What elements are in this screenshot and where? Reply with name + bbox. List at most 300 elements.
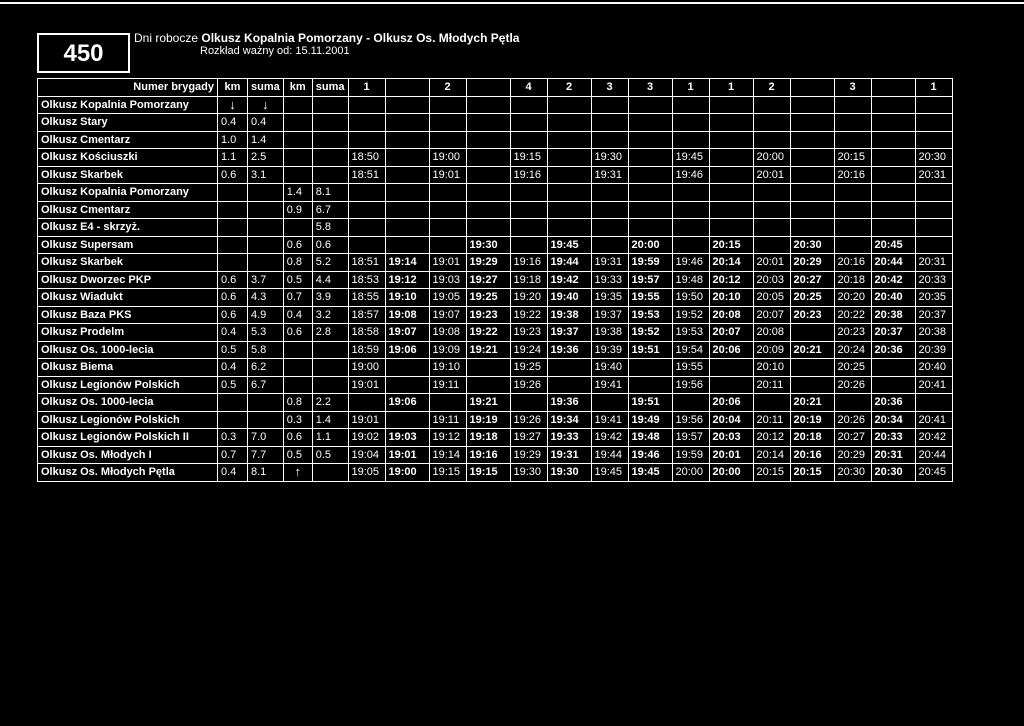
- distance-km1: [218, 411, 248, 429]
- departure-time: 20:45: [915, 464, 952, 482]
- distance-sum1: 0.4: [248, 114, 284, 132]
- departure-time: 19:36: [547, 394, 591, 412]
- distance-sum1: [248, 219, 284, 237]
- departure-time: 19:01: [348, 411, 385, 429]
- departure-time: 19:38: [547, 306, 591, 324]
- departure-time: [915, 184, 952, 202]
- departure-time: [429, 114, 466, 132]
- distance-km2: 0.4: [283, 306, 312, 324]
- departure-time: 19:27: [510, 429, 547, 447]
- departure-time: 18:59: [348, 341, 385, 359]
- header-row: [38, 79, 953, 97]
- distance-sum2: 0.5: [312, 446, 348, 464]
- header-brigade: [790, 79, 834, 97]
- departure-time: [466, 376, 510, 394]
- table-row: [38, 201, 953, 219]
- table-row: [38, 394, 953, 412]
- departure-time: [753, 201, 790, 219]
- header-brigade: 1: [348, 79, 385, 97]
- departure-time: 20:12: [753, 429, 790, 447]
- distance-sum2: 1.1: [312, 429, 348, 447]
- distance-sum1: [248, 184, 284, 202]
- departure-time: [348, 184, 385, 202]
- departure-time: 18:57: [348, 306, 385, 324]
- departure-time: 20:06: [709, 394, 753, 412]
- departure-time: [871, 376, 915, 394]
- stop-name: Olkusz Biema: [38, 359, 218, 377]
- header-brigade: [871, 79, 915, 97]
- departure-time: [871, 131, 915, 149]
- table-row: [38, 429, 953, 447]
- departure-time: 20:36: [871, 341, 915, 359]
- distance-km1: [218, 219, 248, 237]
- departure-time: 19:46: [628, 446, 672, 464]
- departure-time: [672, 236, 709, 254]
- departure-time: [834, 236, 871, 254]
- departure-time: 19:35: [591, 289, 628, 307]
- departure-time: 19:44: [591, 446, 628, 464]
- stop-name: Olkusz Kopalnia Pomorzany: [38, 96, 218, 114]
- departure-time: 20:29: [834, 446, 871, 464]
- departure-time: 20:15: [709, 236, 753, 254]
- distance-km2: [283, 359, 312, 377]
- departure-time: 20:45: [871, 236, 915, 254]
- table-row: [38, 376, 953, 394]
- departure-time: 19:19: [466, 411, 510, 429]
- departure-time: [834, 131, 871, 149]
- departure-time: 18:51: [348, 254, 385, 272]
- distance-km1: 0.3: [218, 429, 248, 447]
- departure-time: 19:24: [510, 341, 547, 359]
- departure-time: 20:41: [915, 411, 952, 429]
- departure-time: 20:15: [834, 149, 871, 167]
- distance-sum2: 5.2: [312, 254, 348, 272]
- stop-name: Olkusz Baza PKS: [38, 306, 218, 324]
- departure-time: 20:05: [753, 289, 790, 307]
- departure-time: [871, 114, 915, 132]
- distance-km2: 0.8: [283, 254, 312, 272]
- header-brigade: [466, 79, 510, 97]
- departure-time: 19:40: [547, 289, 591, 307]
- distance-km2: [283, 114, 312, 132]
- departure-time: [385, 376, 429, 394]
- departure-time: 20:12: [709, 271, 753, 289]
- departure-time: 20:00: [709, 464, 753, 482]
- departure-time: 20:11: [753, 376, 790, 394]
- departure-time: 19:07: [385, 324, 429, 342]
- top-border-line: [0, 2, 1024, 4]
- departure-time: 19:20: [510, 289, 547, 307]
- distance-km2: ↑: [283, 464, 312, 482]
- departure-time: [790, 96, 834, 114]
- distance-km1: 0.6: [218, 271, 248, 289]
- departure-time: 19:03: [385, 429, 429, 447]
- distance-km1: 0.4: [218, 114, 248, 132]
- departure-time: [385, 201, 429, 219]
- departure-time: 19:39: [591, 341, 628, 359]
- departure-time: 20:07: [753, 306, 790, 324]
- departure-time: 19:48: [628, 429, 672, 447]
- departure-time: [547, 96, 591, 114]
- header-brigade: 4: [510, 79, 547, 97]
- departure-time: 20:19: [790, 411, 834, 429]
- departure-time: 20:01: [709, 446, 753, 464]
- departure-time: 19:56: [672, 376, 709, 394]
- departure-time: [753, 236, 790, 254]
- departure-time: 19:18: [510, 271, 547, 289]
- departure-time: 20:14: [753, 446, 790, 464]
- departure-time: [628, 96, 672, 114]
- departure-time: 20:15: [790, 464, 834, 482]
- departure-time: [672, 394, 709, 412]
- distance-sum1: 6.2: [248, 359, 284, 377]
- departure-time: [628, 114, 672, 132]
- departure-time: [834, 114, 871, 132]
- distance-km2: [283, 149, 312, 167]
- header-brigade: 3: [628, 79, 672, 97]
- distance-km1: [218, 236, 248, 254]
- departure-time: 20:14: [709, 254, 753, 272]
- distance-km2: 0.6: [283, 236, 312, 254]
- header-brigade-number: Numer brygady: [38, 79, 218, 97]
- departure-time: [510, 184, 547, 202]
- departure-time: 19:45: [628, 464, 672, 482]
- departure-time: [547, 114, 591, 132]
- distance-km2: 1.4: [283, 184, 312, 202]
- departure-time: 19:25: [510, 359, 547, 377]
- departure-time: [429, 184, 466, 202]
- departure-time: 18:51: [348, 166, 385, 184]
- table-row: [38, 166, 953, 184]
- distance-sum2: 4.4: [312, 271, 348, 289]
- distance-sum2: 5.8: [312, 219, 348, 237]
- departure-time: 20:31: [915, 254, 952, 272]
- departure-time: [709, 131, 753, 149]
- distance-km1: 1.0: [218, 131, 248, 149]
- departure-time: [547, 376, 591, 394]
- distance-km2: 0.6: [283, 324, 312, 342]
- departure-time: [547, 166, 591, 184]
- departure-time: 20:08: [753, 324, 790, 342]
- header-sum-1: suma: [248, 79, 284, 97]
- departure-time: 19:51: [628, 394, 672, 412]
- stop-name: Olkusz Prodelm: [38, 324, 218, 342]
- distance-sum1: 8.1: [248, 464, 284, 482]
- departure-time: [709, 114, 753, 132]
- header-km-2: km: [283, 79, 312, 97]
- departure-time: 19:37: [591, 306, 628, 324]
- departure-time: 20:38: [915, 324, 952, 342]
- distance-km2: 0.5: [283, 271, 312, 289]
- departure-time: [709, 149, 753, 167]
- departure-time: [591, 236, 628, 254]
- departure-time: 20:40: [915, 359, 952, 377]
- departure-time: 19:11: [429, 376, 466, 394]
- distance-km2: [283, 219, 312, 237]
- departure-time: 19:40: [591, 359, 628, 377]
- distance-km2: 0.5: [283, 446, 312, 464]
- departure-time: 19:06: [385, 341, 429, 359]
- stop-name: Olkusz Skarbek: [38, 166, 218, 184]
- distance-km2: 0.8: [283, 394, 312, 412]
- departure-time: [348, 219, 385, 237]
- departure-time: [915, 131, 952, 149]
- departure-time: 19:30: [547, 464, 591, 482]
- distance-km2: 0.7: [283, 289, 312, 307]
- distance-sum2: 3.9: [312, 289, 348, 307]
- departure-time: 19:42: [547, 271, 591, 289]
- departure-time: 19:59: [672, 446, 709, 464]
- departure-time: 19:08: [429, 324, 466, 342]
- departure-time: [871, 219, 915, 237]
- distance-km2: 0.9: [283, 201, 312, 219]
- departure-time: [547, 131, 591, 149]
- departure-time: 20:41: [915, 376, 952, 394]
- departure-time: 19:54: [672, 341, 709, 359]
- departure-time: [466, 359, 510, 377]
- stop-name: Olkusz Os. 1000-lecia: [38, 341, 218, 359]
- departure-time: [385, 96, 429, 114]
- header-brigade: 3: [834, 79, 871, 97]
- departure-time: [871, 184, 915, 202]
- departure-time: 19:18: [466, 429, 510, 447]
- departure-time: 20:10: [753, 359, 790, 377]
- departure-time: 20:26: [834, 411, 871, 429]
- distance-km1: 0.4: [218, 464, 248, 482]
- departure-time: 19:42: [591, 429, 628, 447]
- departure-time: [510, 201, 547, 219]
- departure-time: [385, 236, 429, 254]
- departure-time: 18:58: [348, 324, 385, 342]
- departure-time: [510, 96, 547, 114]
- table-row: [38, 236, 953, 254]
- departure-time: 20:16: [834, 254, 871, 272]
- departure-time: [790, 149, 834, 167]
- table-row: [38, 289, 953, 307]
- departure-time: [790, 166, 834, 184]
- departure-time: [628, 166, 672, 184]
- departure-time: 20:01: [753, 166, 790, 184]
- departure-time: [429, 394, 466, 412]
- distance-km2: [283, 131, 312, 149]
- departure-time: 19:55: [628, 289, 672, 307]
- table-row: [38, 446, 953, 464]
- departure-time: 20:01: [753, 254, 790, 272]
- departure-time: 19:34: [547, 411, 591, 429]
- departure-time: 20:10: [709, 289, 753, 307]
- distance-km1: 0.4: [218, 324, 248, 342]
- departure-time: [385, 149, 429, 167]
- departure-time: 19:04: [348, 446, 385, 464]
- line-number: 450: [37, 33, 130, 73]
- departure-time: 20:27: [790, 271, 834, 289]
- distance-sum1: [248, 254, 284, 272]
- departure-time: 20:35: [915, 289, 952, 307]
- departure-time: 20:16: [790, 446, 834, 464]
- departure-time: [672, 184, 709, 202]
- departure-time: [871, 166, 915, 184]
- distance-sum1: 2.5: [248, 149, 284, 167]
- departure-time: [753, 394, 790, 412]
- distance-km1: [218, 184, 248, 202]
- header-km-1: km: [218, 79, 248, 97]
- table-row: [38, 324, 953, 342]
- stop-name: Olkusz E4 - skrzyż.: [38, 219, 218, 237]
- departure-time: 19:15: [429, 464, 466, 482]
- departure-time: [915, 114, 952, 132]
- departure-time: 19:21: [466, 341, 510, 359]
- departure-time: [591, 184, 628, 202]
- departure-time: 20:03: [753, 271, 790, 289]
- distance-km2: 0.3: [283, 411, 312, 429]
- departure-time: [591, 394, 628, 412]
- departure-time: 19:29: [510, 446, 547, 464]
- stop-name: Olkusz Kościuszki: [38, 149, 218, 167]
- departure-time: [753, 219, 790, 237]
- departure-time: [591, 201, 628, 219]
- departure-time: 19:14: [385, 254, 429, 272]
- departure-time: 20:03: [709, 429, 753, 447]
- departure-time: 19:48: [672, 271, 709, 289]
- departure-time: [753, 114, 790, 132]
- departure-time: 19:31: [591, 166, 628, 184]
- distance-sum1: [248, 236, 284, 254]
- departure-time: [790, 131, 834, 149]
- header-brigade: 2: [753, 79, 790, 97]
- departure-time: [510, 114, 547, 132]
- departure-time: 19:00: [385, 464, 429, 482]
- departure-time: 19:33: [591, 271, 628, 289]
- distance-sum2: [312, 376, 348, 394]
- departure-time: [790, 376, 834, 394]
- departure-time: [591, 114, 628, 132]
- departure-time: 19:33: [547, 429, 591, 447]
- distance-km1: 0.5: [218, 376, 248, 394]
- stop-name: Olkusz Cmentarz: [38, 131, 218, 149]
- distance-sum1: ↓: [248, 96, 284, 114]
- departure-time: 19:38: [591, 324, 628, 342]
- departure-time: [510, 394, 547, 412]
- stop-name: Olkusz Skarbek: [38, 254, 218, 272]
- stop-name: Olkusz Kopalnia Pomorzany: [38, 184, 218, 202]
- distance-km1: 0.7: [218, 446, 248, 464]
- departure-time: [834, 219, 871, 237]
- departure-time: [466, 149, 510, 167]
- departure-time: [429, 96, 466, 114]
- departure-time: [790, 324, 834, 342]
- departure-time: 20:44: [871, 254, 915, 272]
- departure-time: [591, 96, 628, 114]
- distance-sum2: 0.6: [312, 236, 348, 254]
- departure-time: [429, 131, 466, 149]
- route-name: Olkusz Kopalnia Pomorzany - Olkusz Os. Młodych Pętla: [201, 31, 520, 45]
- departure-time: 19:01: [429, 166, 466, 184]
- departure-time: [628, 131, 672, 149]
- departure-time: 19:16: [466, 446, 510, 464]
- distance-sum2: [312, 149, 348, 167]
- departure-time: 19:59: [628, 254, 672, 272]
- departure-time: 20:33: [915, 271, 952, 289]
- departure-time: 19:22: [510, 306, 547, 324]
- departure-time: [510, 219, 547, 237]
- departure-time: 19:56: [672, 411, 709, 429]
- distance-km2: 0.6: [283, 429, 312, 447]
- route-title: [134, 31, 519, 45]
- departure-time: 19:09: [429, 341, 466, 359]
- stop-name: Olkusz Dworzec PKP: [38, 271, 218, 289]
- header-sum-2: suma: [312, 79, 348, 97]
- departure-time: [547, 359, 591, 377]
- header-brigade: 1: [672, 79, 709, 97]
- departure-time: 19:14: [429, 446, 466, 464]
- departure-time: [429, 236, 466, 254]
- stop-name: Olkusz Supersam: [38, 236, 218, 254]
- departure-time: 19:16: [510, 166, 547, 184]
- departure-time: 20:15: [753, 464, 790, 482]
- departure-time: 20:42: [871, 271, 915, 289]
- departure-time: 20:11: [753, 411, 790, 429]
- departure-time: 19:46: [672, 166, 709, 184]
- departure-time: 19:50: [672, 289, 709, 307]
- departure-time: 20:00: [672, 464, 709, 482]
- departure-time: [753, 184, 790, 202]
- distance-sum2: [312, 166, 348, 184]
- departure-time: [628, 149, 672, 167]
- departure-time: 19:02: [348, 429, 385, 447]
- table-row: [38, 149, 953, 167]
- departure-time: [429, 201, 466, 219]
- distance-sum1: [248, 394, 284, 412]
- departure-time: 19:10: [429, 359, 466, 377]
- departure-time: [709, 376, 753, 394]
- departure-time: [709, 219, 753, 237]
- departure-time: [709, 96, 753, 114]
- table-row: [38, 131, 953, 149]
- distance-sum1: 5.3: [248, 324, 284, 342]
- departure-time: [834, 96, 871, 114]
- departure-time: 19:01: [385, 446, 429, 464]
- departure-time: 20:33: [871, 429, 915, 447]
- distance-sum2: [312, 96, 348, 114]
- departure-time: 19:23: [510, 324, 547, 342]
- stop-name: Olkusz Legionów Polskich: [38, 376, 218, 394]
- distance-sum2: 3.2: [312, 306, 348, 324]
- departure-time: [466, 114, 510, 132]
- stop-name: Olkusz Legionów Polskich II: [38, 429, 218, 447]
- departure-time: 19:45: [547, 236, 591, 254]
- distance-km2: [283, 341, 312, 359]
- departure-time: 19:07: [429, 306, 466, 324]
- departure-time: 19:26: [510, 411, 547, 429]
- departure-time: [466, 184, 510, 202]
- departure-time: 20:24: [834, 341, 871, 359]
- departure-time: 20:34: [871, 411, 915, 429]
- departure-time: [915, 236, 952, 254]
- departure-time: 19:26: [510, 376, 547, 394]
- departure-time: 19:12: [429, 429, 466, 447]
- departure-time: [790, 114, 834, 132]
- departure-time: [628, 376, 672, 394]
- departure-time: [591, 131, 628, 149]
- departure-time: [510, 131, 547, 149]
- distance-km1: 0.5: [218, 341, 248, 359]
- departure-time: [672, 219, 709, 237]
- departure-time: 19:31: [547, 446, 591, 464]
- distance-sum1: 4.9: [248, 306, 284, 324]
- departure-time: [348, 131, 385, 149]
- departure-time: [466, 166, 510, 184]
- distance-km1: 0.6: [218, 306, 248, 324]
